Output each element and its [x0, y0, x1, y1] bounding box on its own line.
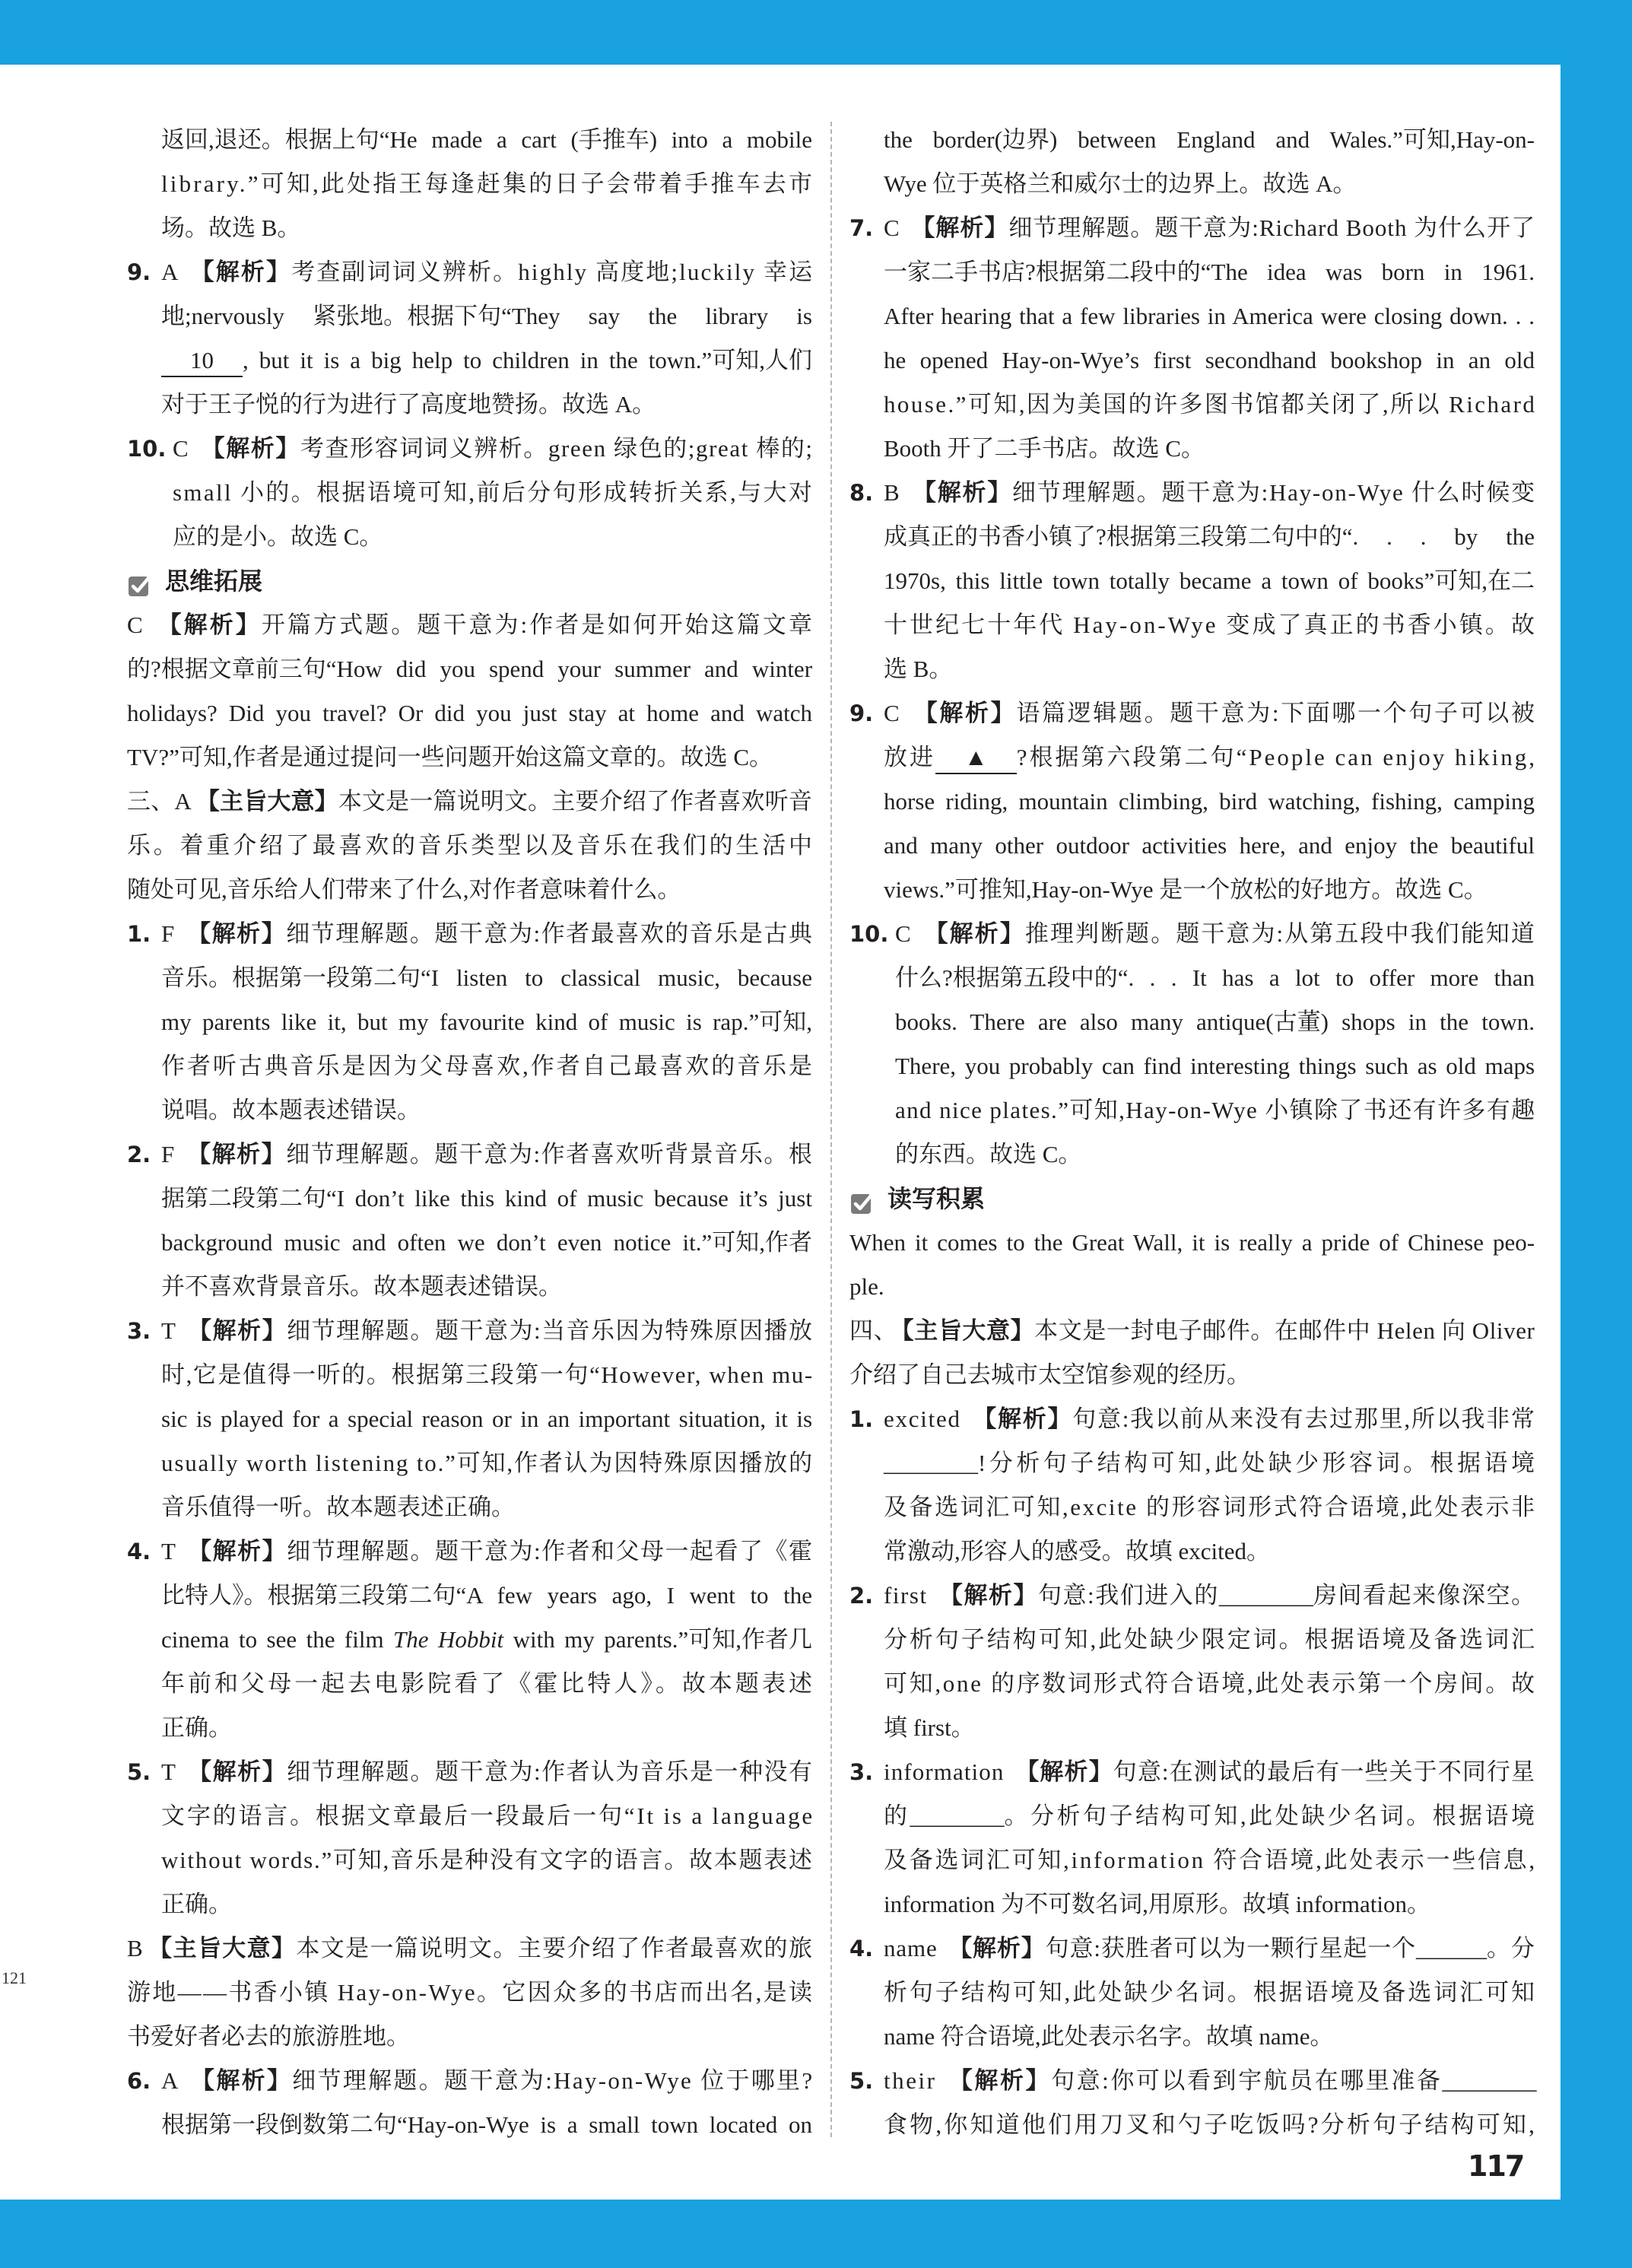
frame-band-top [0, 0, 1632, 65]
answer-blank: ________ [884, 1450, 978, 1476]
text-line [127, 868, 812, 912]
text-line [161, 1044, 812, 1088]
line-text: their 【解析】句意:你可以看到宇航员在哪里准备________ [884, 2067, 1537, 2095]
text-line [849, 691, 1537, 735]
line-text: B 【解析】细节理解题。题干意为:Hay-on-Wye 什么时候变 [884, 479, 1536, 507]
text-line [895, 1132, 1535, 1177]
text-line [884, 1971, 1535, 2015]
analysis-tag: 【解析】 [188, 1538, 287, 1565]
main-idea-paragraph [849, 1309, 1535, 1397]
question-number: 7. [849, 215, 874, 241]
question-number: 10. [849, 921, 889, 947]
text-line [161, 1706, 812, 1750]
text-line [884, 735, 1538, 780]
text-line [161, 1177, 812, 1221]
text-line [161, 1838, 812, 1882]
analysis-tag: 【解析】 [188, 1758, 287, 1786]
analysis-tag: 【解析】 [201, 435, 300, 462]
line-text: 乐。着重介绍了最喜欢的音乐类型以及音乐在我们的生活中 [127, 832, 815, 859]
text-line [161, 118, 812, 162]
line-text: C 【解析】语篇逻辑题。题干意为:下面哪一个句子可以被 [884, 700, 1537, 727]
section-heading-text: 思维拓展 [165, 567, 263, 596]
analysis-tag: 【解析】 [911, 214, 1009, 242]
line-text: After hearing that a few libraries in America were closing down. . . [884, 303, 1535, 329]
line-text: my parents like it, but my favourite kind of music is rap.”可知, [161, 1009, 812, 1035]
text-line [127, 735, 812, 780]
text-line [161, 1000, 812, 1044]
line-text: 食物,你知道他们用刀叉和勺子吃饭吗?分析句子结构可知, [884, 2111, 1538, 2138]
text-line [884, 603, 1535, 647]
text-line [127, 2015, 812, 2059]
question-item [127, 427, 812, 559]
line-text: books. There are also many antique(古董) shops in the town. [895, 1009, 1535, 1035]
text-line [161, 1662, 815, 1706]
line-text: ________!分析句子结构可知,此处缺少形容词。根据语境 [884, 1450, 1538, 1476]
question-item [127, 250, 812, 427]
question-item [127, 1309, 812, 1529]
section-heading [127, 559, 812, 603]
line-text: 返回,退还。根据上句“He made a cart (手推车) into a mobile [161, 126, 812, 153]
text-line [884, 1529, 1535, 1574]
question-item [127, 1750, 812, 1927]
line-text: C 【解析】推理判断题。题干意为:从第五段中我们能知道 [895, 920, 1536, 948]
question-number: 3. [849, 1759, 874, 1785]
text-line [127, 647, 812, 691]
text-line [884, 1485, 1535, 1529]
text-line [161, 1574, 812, 1618]
analysis-tag: 【解析】 [924, 920, 1025, 948]
answer-blank: ________ [910, 1803, 1005, 1829]
text-line [161, 1265, 812, 1309]
question-item [127, 1529, 815, 1750]
text-line [161, 383, 812, 427]
line-text: T 【解析】细节理解题。题干意为:作者和父母一起看了《霍 [161, 1538, 814, 1565]
underlined-blank: ▲ [935, 742, 1017, 774]
text-line [161, 162, 815, 206]
text-line [849, 1397, 1536, 1441]
line-text: 据第二段第二句“I don’t like this kind of music because it’s just [161, 1185, 812, 1212]
line-text: he opened Hay-on-Wye’s first secondhand bookshop in an old [884, 347, 1535, 373]
main-idea-paragraph [127, 1927, 812, 2059]
line-text: 正确。 [161, 1714, 232, 1741]
analysis-tag: 【解析】 [187, 1141, 287, 1168]
text-line [849, 1309, 1535, 1353]
line-text: 随处可见,音乐给人们带来了什么,对作者意味着什么。 [127, 876, 681, 903]
line-text: 说唱。故本题表述错误。 [161, 1097, 421, 1123]
text-line [884, 1706, 1535, 1750]
text-line [127, 427, 814, 471]
line-text: 一家二手书店?根据第二段中的“The idea was born in 1961. [884, 259, 1535, 285]
text-line [127, 780, 812, 824]
text-line [161, 294, 812, 338]
line-text: cinema to see the film The Hobbit with my parents.”可知,作者几 [161, 1626, 813, 1653]
margin-page-number: 121 [2, 1968, 27, 1987]
text-line [884, 824, 1535, 868]
text-line [127, 824, 815, 868]
line-text: A 【解析】考查副词词义辨析。highly 高度地;luckily 幸运 [161, 259, 814, 286]
line-text: 作者听古典音乐是因为父母喜欢,作者自己最喜欢的音乐是 [161, 1053, 814, 1079]
analysis-tag: 【解析】 [913, 700, 1017, 727]
text-line [161, 956, 812, 1000]
text-line [884, 250, 1535, 294]
line-text: F 【解析】细节理解题。题干意为:作者喜欢听背景音乐。根 [161, 1141, 814, 1168]
question-item [849, 1397, 1538, 1574]
line-text: Booth 开了二手书店。故选 C。 [884, 435, 1205, 462]
line-text: 及备选词汇可知,information 符合语境,此处表示一些信息, [884, 1847, 1537, 1873]
check-box-icon [849, 1186, 875, 1212]
analysis-tag: 【解析】 [912, 479, 1012, 507]
question-number: 8. [849, 480, 874, 506]
analysis-tag: 【解析】 [973, 1406, 1073, 1433]
text-line [884, 1838, 1535, 1882]
text-line [849, 1221, 1535, 1265]
line-text: 可知,one 的序数词形式符合语境,此处表示第一个房间。故 [884, 1670, 1537, 1697]
line-text: ple. [849, 1273, 884, 1300]
line-text: 什么?根据第五段中的“. . . It has a lot to offer more than [895, 964, 1535, 991]
line-text: C 【解析】细节理解题。题干意为:Richard Booth 为什么开了 [884, 214, 1536, 242]
text-line [884, 338, 1535, 383]
text-line [849, 1265, 1535, 1309]
line-text: 1970s, this little town totally became a town of books”可知,在二 [884, 567, 1535, 594]
analysis-tag: 【解析】 [187, 920, 287, 948]
line-text: 析句子结构可知,此处缺少名词。根据语境及备选词汇可知 [884, 1979, 1537, 2006]
line-text: 常激动,形容人的感受。故填 excited。 [884, 1538, 1271, 1564]
analysis-tag: 【解析】 [938, 1582, 1038, 1609]
line-text: 比特人》。根据第三段第二句“A few years ago, I went to the [161, 1582, 813, 1609]
line-text: usually worth listening to.”可知,作者认为因特殊原因播放的 [161, 1450, 814, 1476]
question-item [849, 206, 1535, 471]
question-number: 5. [849, 2068, 874, 2094]
text-line [127, 1750, 814, 1794]
text-line [884, 118, 1535, 162]
text-line [884, 868, 1535, 912]
line-text: When it comes to the Great Wall, it is really a pride of Chinese peo- [849, 1229, 1535, 1256]
answer-blank: ______ [1416, 1935, 1488, 1961]
text-line [849, 912, 1536, 956]
text-line [127, 1132, 814, 1177]
line-text: information 【解析】句意:在测试的最后有一些关于不同行星 [884, 1758, 1536, 1786]
line-text: library.”可知,此处指王每逢赶集的日子会带着手推车去市 [161, 170, 815, 197]
text-line [161, 2103, 812, 2147]
line-text: name 【解析】句意:获胜者可以为一颗行星起一个______。分 [884, 1935, 1535, 1962]
line-text: 10 , but it is a big help to children in the town.”可知,人们 [161, 338, 812, 383]
text-line [849, 1574, 1536, 1618]
frame-band-bottom [0, 2200, 1632, 2268]
answer-blank: ________ [1218, 1582, 1313, 1609]
line-text: 放进 ▲ ?根据第六段第二句“People can enjoy hiking, [884, 735, 1537, 780]
question-number: 9. [127, 259, 151, 285]
line-text: 正确。 [161, 1891, 232, 1917]
line-text: 地;nervously 紧张地。根据下句“They say the library is [161, 303, 812, 329]
line-text: 场。故选 B。 [161, 214, 301, 241]
line-text: B 【主旨大意】本文是一篇说明文。主要介绍了作者最喜欢的旅 [127, 1935, 814, 1962]
line-text: 成真正的书香小镇了?根据第三段第二句中的“. . . by the [884, 523, 1535, 550]
analysis-tag: 【解析】 [1015, 1758, 1113, 1786]
section-heading [849, 1177, 1535, 1221]
main-idea-tag: 【主旨大意】 [902, 1317, 1035, 1345]
line-text: 并不喜欢背景音乐。故本题表述错误。 [161, 1273, 562, 1300]
question-item-continued [127, 118, 815, 250]
text-line [884, 2015, 1535, 2059]
page-number: 117 [1468, 2149, 1524, 2183]
line-text: F 【解析】细节理解题。题干意为:作者最喜欢的音乐是古典 [161, 920, 814, 948]
question-number: 4. [849, 1936, 874, 1961]
question-item [127, 1132, 812, 1309]
question-item [849, 2059, 1538, 2147]
text-line [884, 780, 1535, 824]
frame-band-right [1561, 0, 1632, 2268]
text-line [884, 162, 1535, 206]
text-line [161, 1397, 812, 1441]
text-line [127, 1309, 814, 1353]
line-text: without words.”可知,音乐是种没有文字的语言。故本题表述 [161, 1847, 814, 1873]
italic-title: The Hobbit [393, 1626, 504, 1653]
question-number: 1. [849, 1406, 874, 1432]
paragraph [849, 1221, 1535, 1309]
paragraph [127, 603, 815, 780]
line-text: 根据第一段倒数第二句“Hay-on-Wye is a small town located on [161, 2111, 813, 2138]
line-text: house.”可知,因为美国的许多图书馆都关闭了,所以 Richard [884, 391, 1537, 418]
text-line [884, 2103, 1538, 2147]
analysis-tag: 【解析】 [948, 2067, 1052, 2095]
text-line [849, 471, 1536, 515]
analysis-tag: 【解析】 [157, 611, 262, 639]
line-text: T 【解析】细节理解题。题干意为:当音乐因为特殊原因播放 [161, 1317, 814, 1345]
analysis-tag: 【解析】 [190, 259, 292, 286]
line-text: 的东西。故选 C。 [895, 1141, 1082, 1167]
question-item-continued [849, 118, 1535, 206]
line-text: There, you probably can find interesting things such as old maps [895, 1053, 1535, 1079]
right-column [849, 118, 1538, 2147]
text-line [161, 1441, 812, 1485]
line-text: Wye 位于英格兰和威尔士的边界上。故选 A。 [884, 170, 1357, 197]
line-text: the border(边界) between England and Wales.”可知,Hay-on- [884, 126, 1535, 153]
line-text: 音乐值得一听。故本题表述正确。 [161, 1494, 515, 1520]
text-line [884, 1618, 1535, 1662]
text-line [161, 1794, 812, 1838]
line-text: T 【解析】细节理解题。题干意为:作者认为音乐是一种没有 [161, 1758, 814, 1786]
question-item [849, 471, 1535, 691]
main-idea-tag: 【主旨大意】 [195, 788, 338, 815]
underlined-blank: 10 [161, 345, 243, 377]
line-text: 四、 【主旨大意】本文是一封电子邮件。在邮件中 Helen 向 Oliver [849, 1317, 1535, 1345]
line-text: 书爱好者必去的旅游胜地。 [127, 2023, 410, 2050]
line-text: 对于王子悦的行为进行了高度地赞扬。故选 A。 [161, 391, 656, 418]
text-line [849, 1353, 1535, 1397]
line-text: 应的是小。故选 C。 [173, 523, 383, 550]
line-text: 游地——书香小镇 Hay-on-Wye。它因众多的书店而出名,是读 [127, 1979, 814, 2006]
line-text: 文字的语言。根据文章最后一段最后一句“It is a language [161, 1803, 814, 1829]
line-text: name 符合语境,此处表示名字。故填 name。 [884, 2023, 1334, 2050]
text-line [884, 1882, 1535, 1927]
text-line [884, 383, 1535, 427]
answer-blank: ________ [1442, 2067, 1537, 2094]
text-line [161, 206, 812, 250]
text-line [161, 338, 812, 383]
question-item [849, 1574, 1535, 1750]
text-line [884, 1441, 1538, 1485]
text-line [127, 691, 812, 735]
line-text: holidays? Did you travel? Or did you just stay at home and watch [127, 700, 813, 726]
text-line [884, 427, 1535, 471]
text-line [127, 2059, 814, 2103]
text-line [161, 1882, 812, 1927]
text-line [884, 294, 1535, 338]
text-line [127, 250, 814, 294]
main-idea-tag: 【主旨大意】 [148, 1935, 297, 1962]
question-number: 3. [127, 1318, 151, 1344]
text-line [127, 1529, 814, 1574]
question-item [849, 912, 1535, 1177]
question-item [849, 691, 1538, 912]
line-text: 十世纪七十年代 Hay-on-Wye 变成了真正的书香小镇。故 [884, 611, 1537, 638]
line-text: 及备选词汇可知,excite 的形容词形式符合语境,此处表示非 [884, 1494, 1537, 1520]
section-heading-text: 读写积累 [887, 1184, 986, 1213]
text-line [849, 2059, 1537, 2103]
line-text: 音乐。根据第一段第二句“I listen to classical music, because [161, 964, 813, 991]
line-text: C 【解析】开篇方式题。题干意为:作者是如何开始这篇文章 [127, 611, 815, 639]
line-text: and many other outdoor activities here, and enjoy the beautiful [884, 832, 1535, 859]
line-text: 介绍了自己去城市太空馆参观的经历。 [849, 1361, 1250, 1388]
line-text: and nice plates.”可知,Hay-on-Wye 小镇除了书还有许多有趣 [895, 1097, 1536, 1123]
analysis-tag: 【解析】 [948, 1935, 1046, 1962]
text-line [884, 647, 1535, 691]
line-text: information 为不可数名词,用原形。故填 information。 [884, 1891, 1430, 1917]
question-number: 4. [127, 1539, 151, 1564]
line-text: C 【解析】考查形容词词义辨析。green 绿色的;great 棒的; [173, 435, 814, 462]
text-line [161, 1221, 812, 1265]
question-number: 2. [127, 1142, 151, 1167]
line-text: 填 first。 [884, 1714, 975, 1741]
check-box-icon [127, 568, 153, 594]
text-line [127, 1927, 812, 1971]
analysis-tag: 【解析】 [191, 2067, 293, 2095]
line-text: excited 【解析】句意:我以前从来没有去过那里,所以我非常 [884, 1406, 1536, 1433]
text-line [895, 1044, 1535, 1088]
question-item [127, 912, 812, 1132]
text-line [127, 1971, 812, 2015]
text-line [161, 1088, 812, 1132]
line-text: TV?”可知,作者是通过提问一些问题开始这篇文章的。故选 C。 [127, 744, 773, 770]
text-line [895, 956, 1535, 1000]
line-text: small 小的。根据语境可知,前后分句形成转折关系,与大对 [173, 479, 814, 506]
question-number: 10. [127, 436, 167, 462]
line-text: background music and often we don’t even notice it.”可知,作者 [161, 1229, 812, 1256]
column-divider [830, 122, 832, 2137]
text-line [849, 1927, 1535, 1971]
question-number: 9. [849, 700, 874, 726]
line-text: 三、A 【主旨大意】本文是一篇说明文。主要介绍了作者喜欢听音 [127, 788, 813, 815]
text-line [161, 1485, 812, 1529]
line-text: 的________。分析句子结构可知,此处缺少名词。根据语境 [884, 1803, 1538, 1829]
text-line [849, 206, 1536, 250]
text-line [849, 1750, 1536, 1794]
text-line [895, 1088, 1535, 1132]
text-line [884, 515, 1535, 559]
line-text: views.”可推知,Hay-on-Wye 是一个放松的好地方。故选 C。 [884, 876, 1488, 903]
line-text: 的?根据文章前三句“How did you spend your summer and winter [127, 656, 813, 682]
line-text: horse riding, mountain climbing, bird watching, fishing, camping [884, 788, 1535, 815]
question-number: 2. [849, 1583, 874, 1609]
line-text: 时,它是值得一听的。根据第三段第一句“However, when mu- [161, 1361, 814, 1388]
text-line [884, 1794, 1538, 1838]
text-line [895, 1000, 1535, 1044]
question-number: 6. [127, 2068, 151, 2094]
text-line [173, 515, 812, 559]
question-item [849, 1750, 1538, 1927]
analysis-tag: 【解析】 [188, 1317, 287, 1345]
text-line [884, 559, 1535, 603]
text-line [884, 1662, 1535, 1706]
text-line [127, 912, 814, 956]
text-line [161, 1353, 812, 1397]
question-item [127, 2059, 812, 2147]
line-text: first 【解析】句意:我们进入的________房间看起来像深空。 [884, 1582, 1536, 1609]
question-number: 5. [127, 1759, 151, 1785]
text-line [161, 1618, 812, 1662]
question-item [849, 1927, 1535, 2059]
line-text: sic is played for a special reason or in an important situation, it is [161, 1406, 813, 1432]
line-text: A 【解析】细节理解题。题干意为:Hay-on-Wye 位于哪里? [161, 2067, 814, 2095]
question-number: 1. [127, 921, 151, 947]
text-line [173, 471, 812, 515]
text-line [127, 603, 815, 647]
line-text: 选 B。 [884, 656, 953, 682]
line-text: 分析句子结构可知,此处缺少限定词。根据语境及备选词汇 [884, 1626, 1537, 1653]
left-column [127, 118, 815, 2147]
main-idea-paragraph [127, 780, 815, 912]
line-text: 年前和父母一起去电影院看了《霍比特人》。故本题表述 [161, 1670, 815, 1697]
